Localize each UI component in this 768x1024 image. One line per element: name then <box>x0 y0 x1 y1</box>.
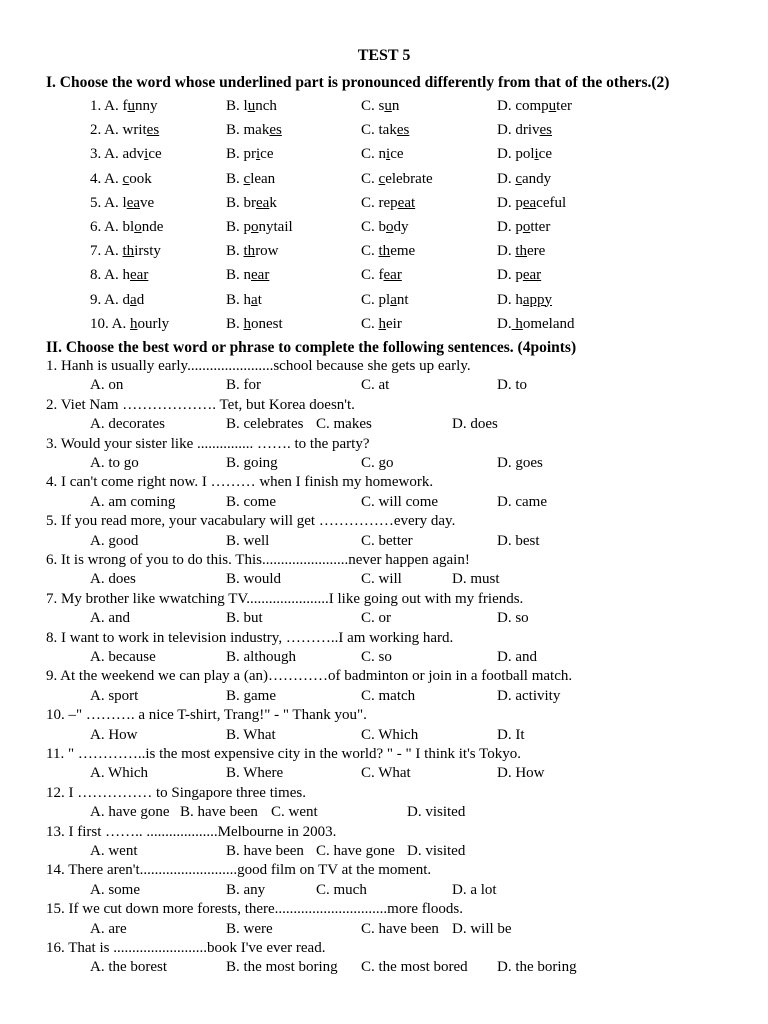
word-text: C. <box>361 170 379 187</box>
word-option <box>497 193 566 213</box>
pronunciation-row <box>0 120 768 144</box>
word-text: 6. A. bl <box>90 219 135 235</box>
word-text: nt <box>396 291 409 308</box>
word-text: ook <box>129 170 152 187</box>
word-option <box>361 290 409 310</box>
answer-option: B. game <box>226 687 276 704</box>
word-text: 8. A. h <box>90 267 131 284</box>
answer-option: D. must <box>452 571 500 588</box>
word-text: nde <box>141 219 164 235</box>
word-text: D. h <box>497 291 523 308</box>
answer-options <box>0 415 768 434</box>
word-text: C. rep <box>361 194 398 211</box>
answer-options <box>0 532 768 551</box>
answer-option: A. does <box>90 571 136 588</box>
word-option <box>361 193 415 213</box>
pronunciation-row <box>0 314 768 338</box>
part1-heading: I. Choose the word whose underlined part is pronounced differently from that of the others.(2) <box>46 74 670 91</box>
underlined-part: o <box>251 219 259 235</box>
underlined-part: a <box>390 291 397 308</box>
word-option <box>361 217 409 237</box>
question-stem: 10. –" ………. a nice T-shirt, Trang!" - " Thank you". <box>46 707 367 724</box>
answer-option: C. will <box>361 571 402 588</box>
word-option <box>497 169 551 189</box>
word-text: lean <box>250 170 276 187</box>
word-text: C. pl <box>361 291 391 308</box>
underlined-part: h <box>130 315 138 332</box>
answer-option: A. good <box>90 532 139 549</box>
question-stem: 15. If we cut down more forests, there..............................more floods. <box>46 901 463 918</box>
pronunciation-row <box>0 144 768 168</box>
word-option <box>226 290 262 310</box>
answer-option: C. makes <box>316 416 372 433</box>
word-text: onest <box>251 315 283 332</box>
underlined-part: a <box>130 291 137 308</box>
answer-option: B. the most boring <box>226 959 338 976</box>
word-text: D. p <box>497 194 523 211</box>
word-text: 4. A. <box>90 170 123 187</box>
answer-options <box>0 881 768 900</box>
word-option <box>90 169 152 189</box>
pronunciation-row <box>0 241 768 265</box>
word-option <box>361 241 415 261</box>
word-text: B. l <box>226 98 248 114</box>
underlined-part: ear <box>130 267 149 284</box>
word-option <box>226 144 274 164</box>
answer-option: D. goes <box>497 455 543 471</box>
word-option <box>226 96 277 116</box>
answer-options <box>0 609 768 628</box>
word-text: 9. A. d <box>90 291 131 308</box>
underlined-part: ea <box>126 194 141 211</box>
part2-heading: II. Choose the best word or phrase to complete the following sentences. (4points) <box>46 339 577 356</box>
underlined-part: ea <box>522 194 537 211</box>
answer-option: A. some <box>90 881 140 898</box>
underlined-part: ea <box>256 194 270 211</box>
answer-options <box>0 376 768 395</box>
word-option <box>90 144 162 164</box>
word-option <box>226 193 277 213</box>
underlined-part: es <box>146 122 160 139</box>
answer-option: B. any <box>226 881 266 898</box>
question-stem: 9. At the weekend we can play a (an)…………of badminton or join in a football match. <box>46 668 573 685</box>
question-stem: 4. I can't come right now. I ……… when I finish my homework. <box>46 474 434 491</box>
answer-option: C. have been <box>361 920 439 937</box>
answer-option: C. the most bored <box>361 959 468 976</box>
word-text: B. <box>226 315 244 332</box>
word-option <box>361 169 433 189</box>
word-text: nch <box>255 98 277 114</box>
answer-option: B. although <box>226 649 296 665</box>
word-option <box>226 265 269 285</box>
answer-option: B. well <box>226 532 270 549</box>
word-text: 7. A. <box>90 243 123 260</box>
word-text: ter <box>556 98 572 114</box>
question-stem: 2. Viet Nam ………………. Tet, but Korea doesn't. <box>46 396 355 413</box>
answer-option: D. to <box>497 377 527 394</box>
answer-options <box>0 842 768 861</box>
word-option <box>361 96 399 116</box>
pronunciation-row <box>0 96 768 120</box>
word-option <box>90 241 161 261</box>
question-stem: 6. It is wrong of you to do this. This.......................never happen again! <box>46 552 470 568</box>
underlined-part: ear <box>383 267 402 284</box>
question-stem: 3. Would your sister like ............... ……. to the party? <box>46 435 370 452</box>
answer-option: C. will come <box>361 493 439 510</box>
answer-option: A. and <box>90 610 130 627</box>
answer-option: D. does <box>452 416 498 433</box>
word-option <box>497 265 541 285</box>
underlined-part: es <box>396 122 410 139</box>
word-option <box>497 217 550 237</box>
word-text: tter <box>530 219 551 235</box>
question-stem: 7. My brother like wwatching TV......................I like going out with my friends. <box>46 590 524 607</box>
page-title: TEST 5 <box>357 47 411 64</box>
word-text: 2. A. writ <box>90 122 147 139</box>
word-option <box>497 314 575 334</box>
answer-option: D. How <box>497 765 545 782</box>
underlined-part: h <box>243 315 252 332</box>
underlined-part: i <box>386 146 391 163</box>
underlined-part: u <box>384 98 392 114</box>
answer-option: D. a lot <box>452 881 497 898</box>
underlined-part: th <box>243 243 256 260</box>
answer-option: C. What <box>361 765 411 782</box>
word-text: ourly <box>137 315 170 332</box>
word-text: D. <box>497 243 516 260</box>
word-option <box>90 290 144 310</box>
answer-option: B. for <box>226 377 261 394</box>
underlined-part: ear <box>251 267 270 284</box>
word-text: B. <box>226 170 244 187</box>
question-stem: 14. There aren't..........................good film on TV at the moment. <box>46 862 432 879</box>
answer-option: D. and <box>497 649 537 665</box>
word-text: C. n <box>361 146 387 163</box>
word-option <box>497 290 552 310</box>
underlined-part: a <box>251 291 258 308</box>
word-text: 3. A. adv <box>90 146 145 163</box>
word-text: irsty <box>134 243 161 260</box>
word-text: andy <box>522 170 552 187</box>
word-text: ce <box>148 146 162 163</box>
word-text: B. p <box>226 219 252 235</box>
answer-option: A. How <box>90 726 138 743</box>
word-text: 10. A. <box>90 315 131 332</box>
pronunciation-row <box>0 193 768 217</box>
answer-option: A. on <box>90 377 124 394</box>
answer-option: C. go <box>361 455 394 471</box>
answer-option: B. going <box>226 455 278 471</box>
word-text: dy <box>393 219 409 235</box>
underlined-part: i <box>256 146 261 163</box>
answer-option: B. have been <box>180 804 258 821</box>
underlined-part: c <box>243 170 251 187</box>
word-text: C. s <box>361 98 385 114</box>
answer-option: D. came <box>497 493 547 510</box>
word-text: omeland <box>522 315 575 332</box>
underlined-part: o <box>522 219 531 235</box>
word-option <box>361 144 404 164</box>
word-text: ce <box>260 146 274 163</box>
word-text: d <box>136 291 145 308</box>
question-stem: 12. I …………… to Singapore three times. <box>46 784 306 801</box>
word-text: D. <box>497 315 512 332</box>
answer-option: A. went <box>90 843 138 859</box>
answer-options <box>0 920 768 939</box>
word-option <box>497 120 552 140</box>
word-option <box>90 120 159 140</box>
word-text: 5. A. l <box>90 194 127 211</box>
word-text: C. b <box>361 219 387 235</box>
word-text: C. <box>361 243 379 260</box>
answer-option: D. activity <box>497 687 561 704</box>
pronunciation-row <box>0 217 768 241</box>
answer-option: C. better <box>361 532 413 549</box>
underlined-part: u <box>127 98 135 114</box>
word-option <box>497 241 545 261</box>
pronunciation-row <box>0 265 768 289</box>
word-option <box>361 120 409 140</box>
underlined-part: o <box>134 219 142 235</box>
answer-options <box>0 726 768 745</box>
word-text: ve <box>140 194 155 211</box>
pronunciation-row <box>0 169 768 193</box>
word-text: B. mak <box>226 122 270 139</box>
underlined-part: h <box>378 315 387 332</box>
underlined-part: u <box>247 98 256 114</box>
word-text: D. <box>497 170 516 187</box>
word-text: D. p <box>497 267 523 284</box>
word-text: D. pol <box>497 146 535 163</box>
answer-option: C. at <box>361 377 390 394</box>
word-text: C. <box>361 315 379 332</box>
underlined-part: th <box>378 243 391 260</box>
underlined-part: c <box>515 170 523 187</box>
answer-option: C. Which <box>361 726 419 743</box>
answer-option: C. much <box>316 881 367 898</box>
word-text: B. pr <box>226 146 256 163</box>
word-text: C. tak <box>361 122 397 139</box>
word-text: B. <box>226 243 244 260</box>
question-stem: 5. If you read more, your vacabulary will get ……………every day. <box>46 513 456 530</box>
answer-option: B. Where <box>226 765 284 782</box>
underlined-part: c <box>122 170 130 187</box>
pronunciation-row <box>0 290 768 314</box>
word-option <box>90 217 163 237</box>
answer-option: B. What <box>226 726 276 743</box>
answer-option: A. am coming <box>90 493 176 510</box>
word-option <box>90 314 169 334</box>
underlined-part: ear <box>522 267 542 284</box>
underlined-part: h <box>511 315 523 332</box>
answer-option: C. or <box>361 610 391 627</box>
word-text: B. h <box>226 291 252 308</box>
word-text: nytail <box>258 219 293 235</box>
word-option <box>90 265 148 285</box>
answer-options <box>0 454 768 473</box>
question-stem: 16. That is .........................book I've ever read. <box>46 940 326 956</box>
word-text: D. comp <box>497 98 549 114</box>
underlined-part: es <box>269 122 282 139</box>
answer-option: A. have gone <box>90 804 170 821</box>
word-text: ce <box>390 146 404 163</box>
underlined-part: appy <box>522 291 553 308</box>
answer-option: A. Which <box>90 765 149 782</box>
answer-option: C. went <box>271 804 318 821</box>
question-stem: 11. " …………..is the most expensive city in the world? " - " I think it's Tokyo. <box>46 746 521 762</box>
answer-options <box>0 764 768 783</box>
answer-option: D. It <box>497 726 525 743</box>
word-text: n <box>391 98 400 114</box>
answer-option: B. come <box>226 493 276 510</box>
word-text: B. br <box>226 194 256 211</box>
underlined-part: th <box>515 243 528 260</box>
answer-options <box>0 648 768 667</box>
word-text: ceful <box>536 194 567 211</box>
answer-option: B. celebrates <box>226 416 304 433</box>
word-option <box>90 96 158 116</box>
underlined-part: i <box>144 146 149 163</box>
word-text: t <box>257 291 262 308</box>
underlined-part: th <box>122 243 135 260</box>
answer-options <box>0 958 768 977</box>
answer-option: D. visited <box>407 804 466 821</box>
answer-option: B. would <box>226 571 282 588</box>
word-option <box>226 217 293 237</box>
answer-option: B. have been <box>226 843 304 859</box>
word-text: eme <box>390 243 416 260</box>
word-text: row <box>255 243 279 260</box>
answer-option: C. so <box>361 649 392 665</box>
answer-option: A. because <box>90 649 156 665</box>
answer-option: C. match <box>361 687 416 704</box>
answer-options <box>0 803 768 822</box>
word-text: k <box>269 194 277 211</box>
answer-option: A. are <box>90 920 127 937</box>
underlined-part: eat <box>397 194 416 211</box>
answer-options <box>0 570 768 589</box>
question-stem: 8. I want to work in television industry, ………..I am working hard. <box>46 629 454 646</box>
underlined-part: u <box>548 98 557 114</box>
word-option <box>497 144 552 164</box>
word-text: ere <box>527 243 546 260</box>
underlined-part: es <box>539 122 552 139</box>
underlined-part: o <box>386 219 394 235</box>
answer-option: D. visited <box>407 843 466 859</box>
word-text: ce <box>538 146 552 163</box>
answer-option: D. will be <box>452 920 512 937</box>
answer-option: A. the borest <box>90 959 168 976</box>
answer-option: A. to go <box>90 455 139 471</box>
answer-option: D. so <box>497 610 529 627</box>
word-option <box>226 314 283 334</box>
answer-option: A. sport <box>90 687 139 704</box>
word-text: nny <box>135 98 158 114</box>
word-option <box>361 314 402 334</box>
underlined-part: c <box>378 170 386 187</box>
word-text: 1. A. f <box>90 98 128 114</box>
answer-options <box>0 687 768 706</box>
word-text: D. p <box>497 219 523 235</box>
answer-option: A. decorates <box>90 416 165 433</box>
answer-options <box>0 493 768 512</box>
word-option <box>226 120 282 140</box>
answer-option: B. were <box>226 920 273 937</box>
word-text: B. n <box>226 267 252 284</box>
underlined-part: i <box>534 146 539 163</box>
word-text: C. f <box>361 267 384 284</box>
answer-option: D. the boring <box>497 959 577 976</box>
answer-option: D. best <box>497 532 540 549</box>
word-text: D. driv <box>497 122 540 139</box>
question-stem: 13. I first …….. ...................Melbourne in 2003. <box>46 823 337 840</box>
word-option <box>226 169 275 189</box>
word-option <box>90 193 154 213</box>
word-text: eir <box>386 315 402 332</box>
word-option <box>497 96 572 116</box>
answer-option: B. but <box>226 610 263 627</box>
word-option <box>361 265 402 285</box>
question-stem: 1. Hanh is usually early.......................school because she gets up early. <box>46 358 471 374</box>
answer-option: C. have gone <box>316 843 395 859</box>
word-option <box>226 241 279 261</box>
word-text: elebrate <box>385 170 433 187</box>
